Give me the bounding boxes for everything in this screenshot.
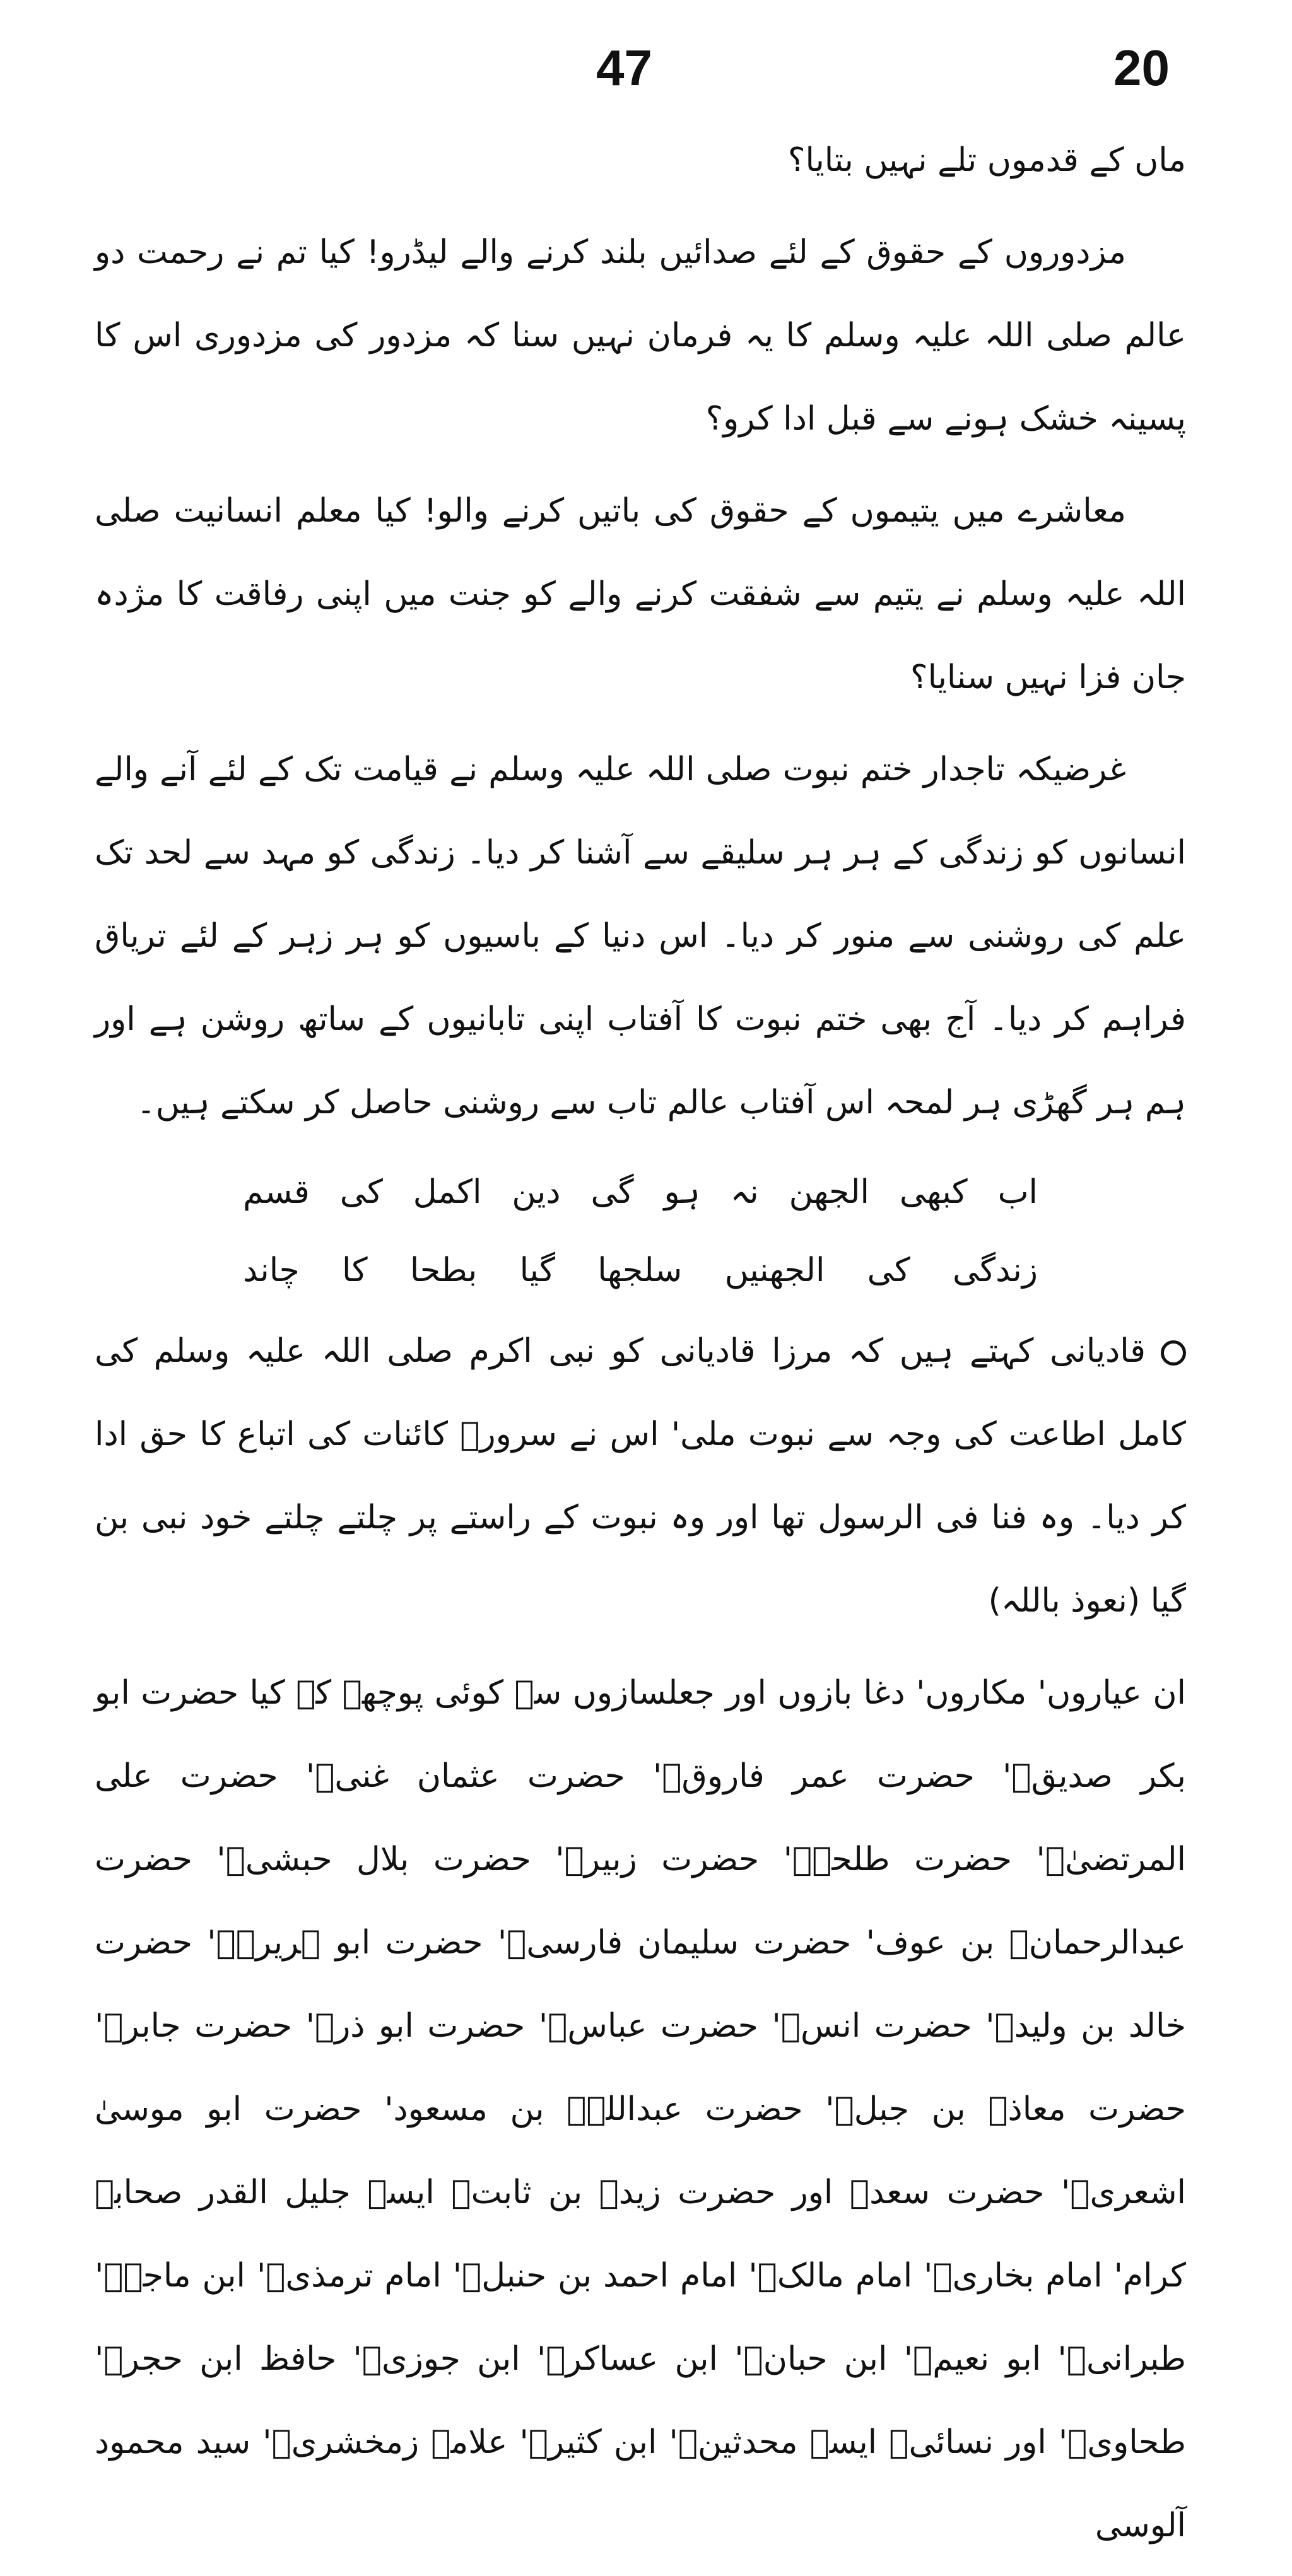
paragraph-3: معاشرے میں یتیموں کے حقوق کی باتیں کرنے والو! کیا معلم انسانیت صلی اللہ علیہ وسلم نے یتیم سے شفقت کرنے والے کو جنت میں اپنی رفاقت کا مژدہ جان فزا نہیں سنایا؟: [95, 492, 1186, 696]
verse-line-1: اب کبھی الجھن نہ ہو گی دین اکمل کی قسم: [243, 1173, 1038, 1211]
circle-bullet-icon: [1161, 1340, 1186, 1366]
paragraph-4: غرضیکہ تاجدار ختم نبوت صلی اللہ علیہ وسلم نے قیامت تک کے لئے آنے والے انسانوں کو زندگی کے ہر ہر سلیقے سے آشنا کر دیا۔ زندگی کو مہد سے لحد تک علم کی روشنی سے منور کر دیا۔ اس دنیا کے باسیوں کو ہر زہر کے لئے تریاق فراہم کر دیا۔ آج بھی ختم نبوت کا آفتاب اپنی تابانیوں کے ساتھ روشن ہے اور ہم ہر گھڑی ہر لمحہ اس آفتاب عالم تاب سے روشنی حاصل کر سکتے ہیں۔: [95, 751, 1186, 1121]
paragraph-1: ماں کے قدموں تلے نہیں بتایا؟: [787, 141, 1186, 179]
page-header: [0, 37, 1292, 106]
page-number-right: 20: [1113, 40, 1170, 96]
paragraph-2: مزدوروں کے حقوق کے لئے صدائیں بلند کرنے والے لیڈرو! کیا تم نے رحمت دو عالم صلی اللہ علیہ وسلم کا یہ فرمان نہیں سنا کہ مزدور کی مزدوری اس کا پسینہ خشک ہونے سے قبل ادا کرو؟: [95, 233, 1186, 438]
verse-line-2: زندگی کی الجھنیں سلجھا گیا بطحا کا چاند: [243, 1251, 1038, 1289]
bullet-paragraph: [95, 1309, 1186, 1642]
paragraph-5: قادیانی کہتے ہیں کہ مرزا قادیانی کو نبی اکرم صلی اللہ علیہ وسلم کی کامل اطاعت کی وجہ سے نبوت ملی' اس نے سرورؐ کائنات کی اتباع کا حق ادا کر دیا۔ وہ فنا فی الرسول تھا اور وہ نبوت کے راستے پر چلتے چلتے خود نبی بن گیا (نعوذ باللہ): [95, 1332, 1186, 1620]
page-body: [95, 119, 1186, 2576]
page-number-center: 47: [596, 40, 652, 96]
paragraph-6: ان عیاروں' مکاروں' دغا بازوں اور جعلسازوں سے کوئی پوچھے کہ کیا حضرت ابو بکر صدیقؓ' حضرت عمر فاروقؓ' حضرت عثمان غنیؓ' حضرت علی المرتضیٰؓ' حضرت طلحہؓ' حضرت زبیرؓ' حضرت بلال حبشیؓ' حضرت عبدالرحمانؓ بن عوف' حضرت سلیمان فارسیؓ' حضرت ابو ہریرہؓ' حضرت خالد بن ولیدؓ' حضرت انسؓ' حضرت عباسؓ' حضرت ابو ذرؓ' حضرت جابرؓ' حضرت معاذؓ بن جبلؓ' حضرت عبداللہؓ بن مسعود' حضرت ابو موسیٰ اشعریؓ' حضرت سعدؓ اور حضرت زیدؓ بن ثابتؓ ایسے جلیل القدر صحابہ کرام' امام بخاریؒ' امام مالکؒ' امام احمد بن حنبلؒ' امام ترمذیؒ' ابن ماجہؒ' طبرانیؒ' ابو نعیمؒ' ابن حبانؒ' ابن عساکرؒ' ابن جوزیؒ' حافظ ابن حجرؒ' طحاویؒ' اور نسائیؒ ایسے محدثینؒ' ابن کثیرؒ' علامہ زمخشریؒ' سید محمود آلوسی: [95, 1674, 1186, 2544]
